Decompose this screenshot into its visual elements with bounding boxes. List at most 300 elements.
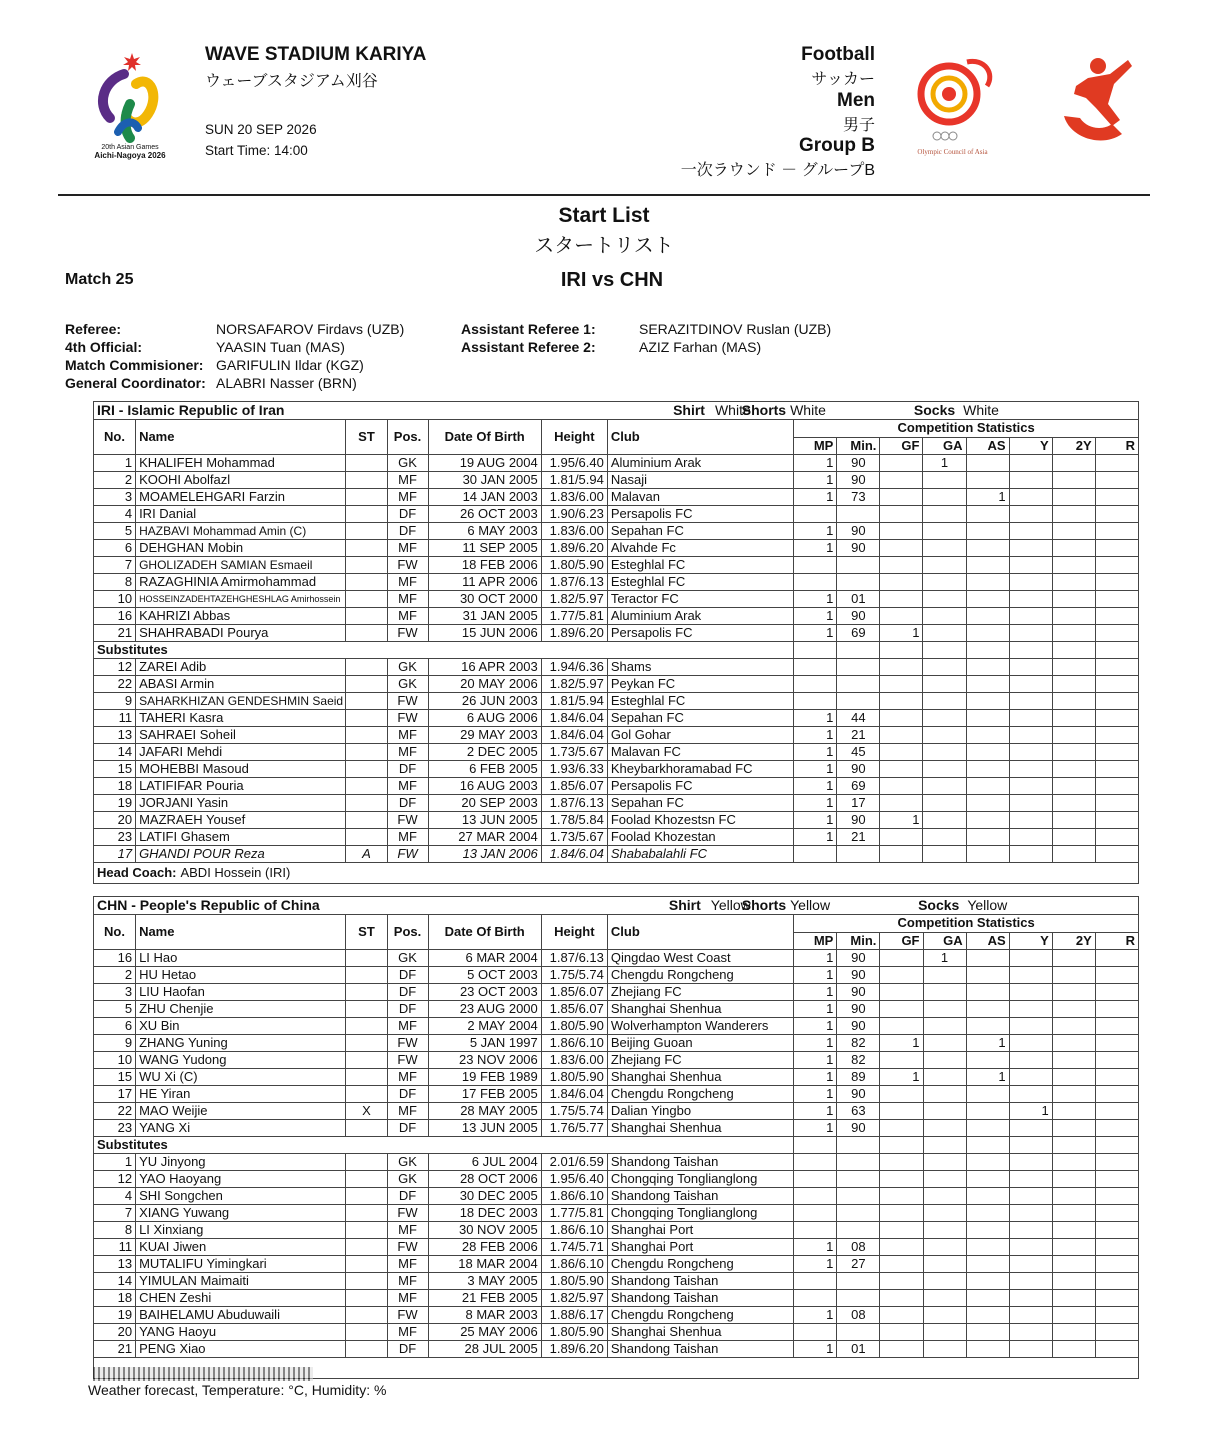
player-cell-7: 1 bbox=[794, 1052, 837, 1069]
player-row bbox=[94, 574, 1139, 591]
player-cell-3: FW bbox=[387, 846, 428, 863]
player-cell-7: 1 bbox=[794, 727, 837, 744]
player-cell-12 bbox=[1009, 591, 1052, 608]
player-cell-14 bbox=[1095, 557, 1138, 574]
col-header-st: ST bbox=[346, 420, 387, 455]
player-cell-3: DF bbox=[387, 506, 428, 523]
player-cell-0: 13 bbox=[94, 1256, 136, 1273]
player-cell-5: 1.84/6.04 bbox=[541, 710, 607, 727]
player-cell-12 bbox=[1009, 1035, 1052, 1052]
player-cell-8: 08 bbox=[837, 1307, 880, 1324]
player-cell-3: GK bbox=[387, 950, 428, 967]
player-cell-3: DF bbox=[387, 1341, 428, 1358]
player-cell-12 bbox=[1009, 761, 1052, 778]
player-cell-2 bbox=[346, 625, 387, 642]
iri-table-body bbox=[94, 402, 1139, 884]
player-cell-7: 1 bbox=[794, 778, 837, 795]
commissioner-label: Match Commisioner: bbox=[65, 357, 204, 373]
player-cell-14 bbox=[1095, 829, 1138, 846]
player-cell-2: X bbox=[346, 1103, 387, 1120]
player-cell-0: 20 bbox=[94, 1324, 136, 1341]
player-cell-9 bbox=[880, 1001, 923, 1018]
player-cell-10 bbox=[923, 1290, 966, 1307]
player-cell-14 bbox=[1095, 812, 1138, 829]
player-row bbox=[94, 472, 1139, 489]
head-coach-row bbox=[94, 863, 1139, 884]
player-cell-0: 9 bbox=[94, 693, 136, 710]
football-pictogram-icon bbox=[1058, 54, 1138, 146]
player-cell-13 bbox=[1052, 472, 1095, 489]
player-row bbox=[94, 1103, 1139, 1120]
col-header-y: Y bbox=[1009, 437, 1052, 455]
fourth-official-value: YAASIN Tuan (MAS) bbox=[216, 339, 345, 355]
player-cell-12 bbox=[1009, 778, 1052, 795]
player-cell-0: 17 bbox=[94, 846, 136, 863]
shirt-info bbox=[669, 897, 751, 914]
socks-color: White bbox=[963, 402, 999, 418]
player-cell-7: 1 bbox=[794, 950, 837, 967]
player-cell-1: XU Bin bbox=[136, 1018, 346, 1035]
player-cell-0: 14 bbox=[94, 1273, 136, 1290]
player-cell-3: FW bbox=[387, 812, 428, 829]
player-row bbox=[94, 1273, 1139, 1290]
col-header-dob: Date Of Birth bbox=[428, 915, 541, 950]
player-row bbox=[94, 1052, 1139, 1069]
weather-line: Weather forecast, Temperature: °C, Humidity: % bbox=[88, 1382, 387, 1398]
player-cell-10 bbox=[923, 591, 966, 608]
player-cell-13 bbox=[1052, 591, 1095, 608]
col-header-height: Height bbox=[541, 420, 607, 455]
player-row bbox=[94, 1222, 1139, 1239]
player-cell-0: 17 bbox=[94, 1086, 136, 1103]
player-cell-14 bbox=[1095, 1188, 1138, 1205]
player-cell-11 bbox=[966, 1120, 1009, 1137]
player-cell-5: 1.94/6.36 bbox=[541, 659, 607, 676]
col-header-st: ST bbox=[346, 915, 387, 950]
player-cell-5: 1.86/6.10 bbox=[541, 1256, 607, 1273]
empty-cell bbox=[1009, 642, 1052, 659]
player-row bbox=[94, 659, 1139, 676]
player-cell-4: 19 AUG 2004 bbox=[428, 455, 541, 472]
player-cell-4: 18 DEC 2003 bbox=[428, 1205, 541, 1222]
empty-cell bbox=[880, 1137, 923, 1154]
player-cell-12 bbox=[1009, 1188, 1052, 1205]
player-cell-2 bbox=[346, 950, 387, 967]
col-header-name: Name bbox=[136, 915, 346, 950]
player-cell-14 bbox=[1095, 1069, 1138, 1086]
blurred-coach-line bbox=[93, 1367, 313, 1381]
empty-cell bbox=[923, 1137, 966, 1154]
shorts-label: Shorts bbox=[741, 897, 787, 913]
player-cell-11 bbox=[966, 540, 1009, 557]
substitutes-label: Substitutes bbox=[94, 642, 794, 659]
player-cell-13 bbox=[1052, 1001, 1095, 1018]
player-cell-14 bbox=[1095, 1324, 1138, 1341]
head-coach-label: Head Coach: bbox=[97, 865, 177, 880]
player-cell-14 bbox=[1095, 1239, 1138, 1256]
player-cell-8 bbox=[837, 659, 880, 676]
player-cell-13 bbox=[1052, 557, 1095, 574]
player-cell-3: MF bbox=[387, 608, 428, 625]
player-row bbox=[94, 1188, 1139, 1205]
player-cell-4: 30 JAN 2005 bbox=[428, 472, 541, 489]
player-cell-10 bbox=[923, 1035, 966, 1052]
player-cell-3: FW bbox=[387, 557, 428, 574]
player-cell-2 bbox=[346, 710, 387, 727]
column-header-row bbox=[94, 915, 1139, 933]
player-cell-14 bbox=[1095, 1307, 1138, 1324]
col-header-ga: GA bbox=[923, 932, 966, 950]
player-cell-1: SAHARKHIZAN GENDESHMIN Saeid bbox=[136, 693, 346, 710]
assistant-ref-1-label: Assistant Referee 1: bbox=[461, 321, 596, 337]
player-cell-12 bbox=[1009, 693, 1052, 710]
player-cell-9: 1 bbox=[880, 1035, 923, 1052]
player-cell-12 bbox=[1009, 489, 1052, 506]
player-cell-11: 1 bbox=[966, 1035, 1009, 1052]
player-cell-10: 1 bbox=[923, 950, 966, 967]
player-row bbox=[94, 608, 1139, 625]
player-cell-10 bbox=[923, 984, 966, 1001]
player-cell-6: Shanghai Shenhua bbox=[607, 1001, 793, 1018]
player-cell-3: GK bbox=[387, 1154, 428, 1171]
player-cell-0: 21 bbox=[94, 625, 136, 642]
player-cell-10 bbox=[923, 1086, 966, 1103]
player-row bbox=[94, 1256, 1139, 1273]
player-cell-11 bbox=[966, 659, 1009, 676]
player-cell-3: MF bbox=[387, 1290, 428, 1307]
player-cell-10 bbox=[923, 1307, 966, 1324]
player-cell-2 bbox=[346, 744, 387, 761]
player-cell-0: 21 bbox=[94, 1341, 136, 1358]
player-cell-14 bbox=[1095, 523, 1138, 540]
player-cell-11 bbox=[966, 967, 1009, 984]
player-cell-9 bbox=[880, 727, 923, 744]
player-cell-4: 6 MAR 2004 bbox=[428, 950, 541, 967]
player-cell-11 bbox=[966, 608, 1009, 625]
player-cell-2 bbox=[346, 1239, 387, 1256]
player-cell-10 bbox=[923, 608, 966, 625]
player-cell-7: 1 bbox=[794, 455, 837, 472]
player-cell-1: MOAMELEHGARI Farzin bbox=[136, 489, 346, 506]
player-cell-13 bbox=[1052, 574, 1095, 591]
player-cell-6: Zhejiang FC bbox=[607, 1052, 793, 1069]
player-cell-1: YANG Haoyu bbox=[136, 1324, 346, 1341]
player-cell-14 bbox=[1095, 574, 1138, 591]
player-cell-3: DF bbox=[387, 1188, 428, 1205]
player-cell-11 bbox=[966, 761, 1009, 778]
player-cell-6: Foolad Khozestan bbox=[607, 829, 793, 846]
sport-title: Football bbox=[801, 44, 875, 65]
player-cell-11 bbox=[966, 846, 1009, 863]
player-cell-1: CHEN Zeshi bbox=[136, 1290, 346, 1307]
player-cell-7 bbox=[794, 693, 837, 710]
player-cell-1: SHAHRABADI Pourya bbox=[136, 625, 346, 642]
player-cell-3: MF bbox=[387, 489, 428, 506]
player-cell-4: 15 JUN 2006 bbox=[428, 625, 541, 642]
player-cell-7: 1 bbox=[794, 1239, 837, 1256]
player-cell-13 bbox=[1052, 1256, 1095, 1273]
player-cell-1: HU Hetao bbox=[136, 967, 346, 984]
player-cell-2 bbox=[346, 984, 387, 1001]
player-cell-3: MF bbox=[387, 1256, 428, 1273]
col-header-gf: GF bbox=[880, 437, 923, 455]
player-cell-0: 18 bbox=[94, 778, 136, 795]
player-cell-14 bbox=[1095, 1120, 1138, 1137]
player-cell-13 bbox=[1052, 829, 1095, 846]
player-cell-6: Sepahan FC bbox=[607, 710, 793, 727]
player-cell-1: SHI Songchen bbox=[136, 1188, 346, 1205]
player-cell-6: Shams bbox=[607, 659, 793, 676]
player-cell-7: 1 bbox=[794, 1035, 837, 1052]
player-cell-13 bbox=[1052, 846, 1095, 863]
player-cell-7: 1 bbox=[794, 608, 837, 625]
oca-logo bbox=[905, 48, 1000, 156]
player-row bbox=[94, 540, 1139, 557]
player-cell-3: MF bbox=[387, 1069, 428, 1086]
player-row bbox=[94, 812, 1139, 829]
player-cell-5: 1.81/5.94 bbox=[541, 472, 607, 489]
player-cell-3: MF bbox=[387, 540, 428, 557]
player-cell-1: GHOLIZADEH SAMIAN Esmaeil bbox=[136, 557, 346, 574]
player-cell-5: 1.78/5.84 bbox=[541, 812, 607, 829]
player-cell-1: JAFARI Mehdi bbox=[136, 744, 346, 761]
player-cell-10 bbox=[923, 778, 966, 795]
player-cell-2 bbox=[346, 795, 387, 812]
player-cell-7 bbox=[794, 1188, 837, 1205]
player-cell-13 bbox=[1052, 608, 1095, 625]
player-cell-12 bbox=[1009, 1290, 1052, 1307]
player-cell-0: 8 bbox=[94, 1222, 136, 1239]
player-cell-8: 44 bbox=[837, 710, 880, 727]
player-cell-4: 23 OCT 2003 bbox=[428, 984, 541, 1001]
player-cell-2 bbox=[346, 659, 387, 676]
player-cell-11 bbox=[966, 523, 1009, 540]
player-cell-9 bbox=[880, 710, 923, 727]
player-cell-0: 22 bbox=[94, 676, 136, 693]
player-cell-12 bbox=[1009, 1341, 1052, 1358]
player-cell-5: 1.84/6.04 bbox=[541, 727, 607, 744]
player-cell-2 bbox=[346, 506, 387, 523]
col-header-mp: MP bbox=[794, 437, 837, 455]
player-cell-0: 4 bbox=[94, 506, 136, 523]
player-cell-10 bbox=[923, 967, 966, 984]
player-cell-5: 1.84/6.04 bbox=[541, 846, 607, 863]
col-header-y2: 2Y bbox=[1052, 437, 1095, 455]
player-cell-1: LI Hao bbox=[136, 950, 346, 967]
col-header-r: R bbox=[1095, 932, 1138, 950]
player-cell-13 bbox=[1052, 710, 1095, 727]
player-row bbox=[94, 1018, 1139, 1035]
empty-cell bbox=[794, 642, 837, 659]
player-cell-14 bbox=[1095, 967, 1138, 984]
player-cell-6: Shandong Taishan bbox=[607, 1188, 793, 1205]
player-cell-14 bbox=[1095, 1154, 1138, 1171]
player-cell-7 bbox=[794, 1290, 837, 1307]
socks-color: Yellow bbox=[967, 897, 1008, 913]
player-cell-12 bbox=[1009, 967, 1052, 984]
player-cell-8 bbox=[837, 557, 880, 574]
player-cell-5: 1.85/6.07 bbox=[541, 1001, 607, 1018]
player-cell-4: 6 MAY 2003 bbox=[428, 523, 541, 540]
player-cell-4: 23 AUG 2000 bbox=[428, 1001, 541, 1018]
doc-title-jp: スタートリスト bbox=[534, 235, 674, 257]
player-cell-10 bbox=[923, 829, 966, 846]
player-cell-4: 30 OCT 2000 bbox=[428, 591, 541, 608]
player-cell-0: 14 bbox=[94, 744, 136, 761]
player-cell-2 bbox=[346, 1341, 387, 1358]
player-cell-12 bbox=[1009, 1154, 1052, 1171]
player-cell-5: 1.86/6.10 bbox=[541, 1188, 607, 1205]
player-cell-7: 1 bbox=[794, 489, 837, 506]
player-cell-8: 08 bbox=[837, 1239, 880, 1256]
player-row bbox=[94, 455, 1139, 472]
player-cell-3: FW bbox=[387, 710, 428, 727]
player-cell-3: MF bbox=[387, 829, 428, 846]
player-cell-6: Wolverhampton Wanderers bbox=[607, 1018, 793, 1035]
commissioner-value: GARIFULIN Ildar (KGZ) bbox=[216, 357, 364, 373]
player-cell-14 bbox=[1095, 795, 1138, 812]
player-cell-7: 1 bbox=[794, 1307, 837, 1324]
player-cell-2 bbox=[346, 761, 387, 778]
player-cell-8: 63 bbox=[837, 1103, 880, 1120]
player-cell-6: Shandong Taishan bbox=[607, 1290, 793, 1307]
player-row bbox=[94, 1205, 1139, 1222]
player-cell-10 bbox=[923, 472, 966, 489]
player-cell-6: Shanghai Shenhua bbox=[607, 1069, 793, 1086]
player-cell-3: FW bbox=[387, 1035, 428, 1052]
player-cell-14 bbox=[1095, 1035, 1138, 1052]
player-cell-3: GK bbox=[387, 1171, 428, 1188]
player-cell-5: 1.76/5.77 bbox=[541, 1120, 607, 1137]
player-cell-1: HE Yiran bbox=[136, 1086, 346, 1103]
player-row bbox=[94, 1069, 1139, 1086]
player-cell-9 bbox=[880, 591, 923, 608]
player-cell-8 bbox=[837, 693, 880, 710]
player-cell-9 bbox=[880, 608, 923, 625]
player-cell-3: FW bbox=[387, 1052, 428, 1069]
player-cell-8 bbox=[837, 1324, 880, 1341]
player-cell-0: 12 bbox=[94, 1171, 136, 1188]
sport-title-jp: サッカー bbox=[811, 71, 875, 88]
player-cell-9 bbox=[880, 1239, 923, 1256]
logo-text-2: Aichi-Nagoya 2026 bbox=[94, 151, 166, 160]
logo-caption bbox=[80, 144, 180, 160]
player-cell-4: 27 MAR 2004 bbox=[428, 829, 541, 846]
shorts-label: Shorts bbox=[741, 402, 787, 418]
player-cell-11 bbox=[966, 557, 1009, 574]
player-cell-1: KUAI Jiwen bbox=[136, 1239, 346, 1256]
player-cell-11 bbox=[966, 1188, 1009, 1205]
team-name-text: IRI - Islamic Republic of Iran bbox=[97, 402, 285, 418]
player-cell-14 bbox=[1095, 693, 1138, 710]
player-cell-11 bbox=[966, 472, 1009, 489]
group-title-jp: 一次ラウンド － グループB bbox=[680, 162, 875, 179]
player-cell-6: Gol Gohar bbox=[607, 727, 793, 744]
player-cell-2 bbox=[346, 1001, 387, 1018]
player-cell-10 bbox=[923, 744, 966, 761]
player-cell-6: Shandong Taishan bbox=[607, 1341, 793, 1358]
player-cell-13 bbox=[1052, 1069, 1095, 1086]
player-cell-10 bbox=[923, 761, 966, 778]
player-cell-6: Persapolis FC bbox=[607, 625, 793, 642]
player-cell-10 bbox=[923, 1018, 966, 1035]
player-cell-0: 23 bbox=[94, 1120, 136, 1137]
player-cell-10 bbox=[923, 1205, 966, 1222]
player-cell-2 bbox=[346, 727, 387, 744]
player-cell-9 bbox=[880, 557, 923, 574]
player-cell-7: 1 bbox=[794, 523, 837, 540]
player-cell-10 bbox=[923, 1256, 966, 1273]
player-cell-14 bbox=[1095, 1341, 1138, 1358]
player-cell-5: 1.83/6.00 bbox=[541, 523, 607, 540]
player-cell-2 bbox=[346, 1069, 387, 1086]
player-cell-5: 1.85/6.07 bbox=[541, 778, 607, 795]
player-cell-1: PENG Xiao bbox=[136, 1341, 346, 1358]
player-cell-11 bbox=[966, 950, 1009, 967]
player-cell-13 bbox=[1052, 625, 1095, 642]
player-cell-14 bbox=[1095, 984, 1138, 1001]
player-cell-6: Shanghai Shenhua bbox=[607, 1120, 793, 1137]
player-cell-9 bbox=[880, 744, 923, 761]
player-cell-4: 6 FEB 2005 bbox=[428, 761, 541, 778]
player-cell-8: 82 bbox=[837, 1035, 880, 1052]
player-cell-0: 16 bbox=[94, 608, 136, 625]
team-name-text: CHN - People's Republic of China bbox=[97, 897, 320, 913]
player-row bbox=[94, 744, 1139, 761]
player-cell-9 bbox=[880, 761, 923, 778]
empty-cell bbox=[837, 1137, 880, 1154]
player-cell-9 bbox=[880, 1222, 923, 1239]
player-cell-2 bbox=[346, 1256, 387, 1273]
player-cell-0: 7 bbox=[94, 1205, 136, 1222]
player-cell-0: 19 bbox=[94, 795, 136, 812]
player-cell-2 bbox=[346, 1290, 387, 1307]
player-cell-1: YANG Xi bbox=[136, 1120, 346, 1137]
player-cell-1: ZHU Chenjie bbox=[136, 1001, 346, 1018]
player-cell-5: 1.73/5.67 bbox=[541, 829, 607, 846]
shirt-label: Shirt bbox=[668, 897, 701, 913]
chn-table-body bbox=[94, 897, 1139, 1379]
player-cell-12 bbox=[1009, 557, 1052, 574]
player-cell-13 bbox=[1052, 676, 1095, 693]
player-cell-0: 6 bbox=[94, 540, 136, 557]
player-cell-6: Sepahan FC bbox=[607, 523, 793, 540]
player-cell-12 bbox=[1009, 1222, 1052, 1239]
player-cell-1: YU Jinyong bbox=[136, 1154, 346, 1171]
player-cell-9 bbox=[880, 1052, 923, 1069]
player-cell-11 bbox=[966, 795, 1009, 812]
player-cell-8: 82 bbox=[837, 1052, 880, 1069]
player-cell-11 bbox=[966, 829, 1009, 846]
player-cell-1: LATIFIFAR Pouria bbox=[136, 778, 346, 795]
player-row bbox=[94, 1120, 1139, 1137]
player-cell-0: 11 bbox=[94, 1239, 136, 1256]
player-cell-8: 27 bbox=[837, 1256, 880, 1273]
player-cell-10 bbox=[923, 557, 966, 574]
player-cell-5: 1.87/6.13 bbox=[541, 795, 607, 812]
header-divider bbox=[58, 194, 1150, 196]
player-cell-11 bbox=[966, 574, 1009, 591]
player-cell-3: FW bbox=[387, 1205, 428, 1222]
player-cell-12 bbox=[1009, 523, 1052, 540]
player-cell-2 bbox=[346, 608, 387, 625]
player-cell-4: 17 FEB 2005 bbox=[428, 1086, 541, 1103]
empty-cell bbox=[880, 642, 923, 659]
player-cell-11 bbox=[966, 625, 1009, 642]
player-cell-11 bbox=[966, 1239, 1009, 1256]
player-cell-13 bbox=[1052, 1052, 1095, 1069]
player-cell-1: JORJANI Yasin bbox=[136, 795, 346, 812]
